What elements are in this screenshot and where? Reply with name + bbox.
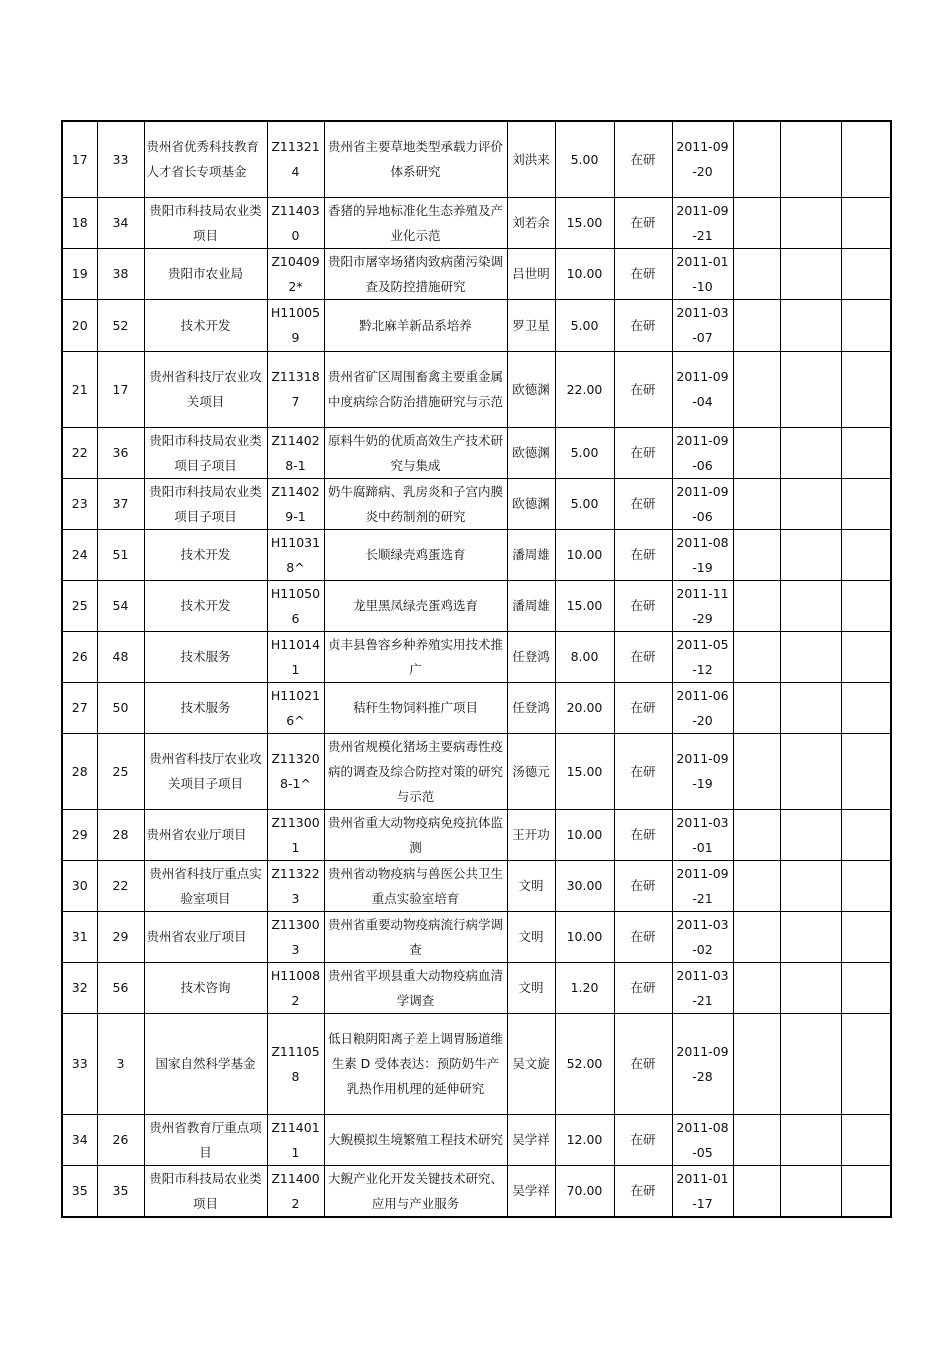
- amount-cell: 15.00: [555, 580, 614, 631]
- status-cell: 在研: [614, 631, 672, 682]
- person-cell: 欧德渊: [507, 427, 555, 478]
- title-cell: 贵州省重要动物疫病流行病学调查: [324, 911, 507, 962]
- code-cell: H110082: [267, 962, 324, 1013]
- title-cell: 贵州省矿区周围畜禽主要重金属中度病综合防治措施研究与示范: [324, 351, 507, 427]
- seq-cell: 31: [62, 911, 97, 962]
- number-cell: 22: [97, 860, 144, 911]
- table-row: [62, 962, 891, 1013]
- amount-cell: 10.00: [555, 529, 614, 580]
- code-cell: Z113187: [267, 351, 324, 427]
- empty-cell: [841, 809, 891, 860]
- number-cell: 52: [97, 299, 144, 351]
- amount-cell: 52.00: [555, 1013, 614, 1114]
- title-cell: 长顺绿壳鸡蛋选育: [324, 529, 507, 580]
- status-cell: 在研: [614, 197, 672, 248]
- empty-cell: [780, 733, 841, 809]
- title-cell: 原料牛奶的优质高效生产技术研究与集成: [324, 427, 507, 478]
- code-cell: Z113208-1^: [267, 733, 324, 809]
- title-cell: 贞丰县鲁容乡种养殖实用技术推广: [324, 631, 507, 682]
- table-row: [62, 299, 891, 351]
- date-cell: 2011-03-07: [672, 299, 733, 351]
- person-cell: 欧德渊: [507, 478, 555, 529]
- empty-cell: [841, 580, 891, 631]
- code-cell: Z113001: [267, 809, 324, 860]
- date-cell: 2011-09-06: [672, 427, 733, 478]
- empty-cell: [733, 580, 780, 631]
- person-cell: 吴学祥: [507, 1165, 555, 1217]
- person-cell: 潘周雄: [507, 580, 555, 631]
- person-cell: 刘若余: [507, 197, 555, 248]
- status-cell: 在研: [614, 529, 672, 580]
- empty-cell: [780, 197, 841, 248]
- title-cell: 奶牛腐蹄病、乳房炎和子宫内膜炎中药制剂的研究: [324, 478, 507, 529]
- person-cell: 文明: [507, 962, 555, 1013]
- seq-cell: 27: [62, 682, 97, 733]
- date-cell: 2011-09-20: [672, 121, 733, 197]
- project-table: [61, 120, 892, 1218]
- status-cell: 在研: [614, 682, 672, 733]
- date-cell: 2011-09-19: [672, 733, 733, 809]
- number-cell: 54: [97, 580, 144, 631]
- number-cell: 28: [97, 809, 144, 860]
- title-cell: 黔北麻羊新品系培养: [324, 299, 507, 351]
- source-cell: 技术服务: [144, 631, 267, 682]
- date-cell: 2011-11-29: [672, 580, 733, 631]
- empty-cell: [780, 478, 841, 529]
- title-cell: 秸秆生物饲料推广项目: [324, 682, 507, 733]
- empty-cell: [841, 529, 891, 580]
- person-cell: 吕世明: [507, 248, 555, 299]
- seq-cell: 35: [62, 1165, 97, 1217]
- amount-cell: 1.20: [555, 962, 614, 1013]
- person-cell: 罗卫星: [507, 299, 555, 351]
- empty-cell: [780, 1114, 841, 1165]
- empty-cell: [780, 299, 841, 351]
- code-cell: Z114028-1: [267, 427, 324, 478]
- source-cell: 贵阳市农业局: [144, 248, 267, 299]
- empty-cell: [841, 1114, 891, 1165]
- empty-cell: [780, 529, 841, 580]
- code-cell: H110318^: [267, 529, 324, 580]
- code-cell: H110216^: [267, 682, 324, 733]
- table-row: [62, 197, 891, 248]
- status-cell: 在研: [614, 478, 672, 529]
- empty-cell: [733, 809, 780, 860]
- table-row: [62, 248, 891, 299]
- table-row: [62, 1013, 891, 1114]
- source-cell: 贵州省科技厅农业攻关项目: [144, 351, 267, 427]
- date-cell: 2011-09-28: [672, 1013, 733, 1114]
- empty-cell: [733, 121, 780, 197]
- date-cell: 2011-03-02: [672, 911, 733, 962]
- status-cell: 在研: [614, 962, 672, 1013]
- seq-cell: 19: [62, 248, 97, 299]
- title-cell: 大鲵模拟生境繁殖工程技术研究: [324, 1114, 507, 1165]
- empty-cell: [733, 197, 780, 248]
- empty-cell: [780, 580, 841, 631]
- person-cell: 吴学祥: [507, 1114, 555, 1165]
- amount-cell: 15.00: [555, 733, 614, 809]
- empty-cell: [733, 962, 780, 1013]
- source-cell: 贵阳市科技局农业类项目: [144, 1165, 267, 1217]
- number-cell: 56: [97, 962, 144, 1013]
- person-cell: 文明: [507, 860, 555, 911]
- status-cell: 在研: [614, 911, 672, 962]
- empty-cell: [733, 299, 780, 351]
- seq-cell: 21: [62, 351, 97, 427]
- table-row: [62, 860, 891, 911]
- person-cell: 汤德元: [507, 733, 555, 809]
- seq-cell: 17: [62, 121, 97, 197]
- code-cell: H110506: [267, 580, 324, 631]
- seq-cell: 32: [62, 962, 97, 1013]
- date-cell: 2011-05-12: [672, 631, 733, 682]
- code-cell: H110059: [267, 299, 324, 351]
- date-cell: 2011-09-21: [672, 197, 733, 248]
- empty-cell: [733, 733, 780, 809]
- empty-cell: [780, 631, 841, 682]
- person-cell: 王开功: [507, 809, 555, 860]
- date-cell: 2011-01-10: [672, 248, 733, 299]
- empty-cell: [841, 351, 891, 427]
- number-cell: 37: [97, 478, 144, 529]
- title-cell: 贵州省平坝县重大动物疫病血清学调查: [324, 962, 507, 1013]
- empty-cell: [733, 351, 780, 427]
- amount-cell: 5.00: [555, 478, 614, 529]
- empty-cell: [841, 121, 891, 197]
- source-cell: 国家自然科学基金: [144, 1013, 267, 1114]
- status-cell: 在研: [614, 733, 672, 809]
- empty-cell: [780, 1165, 841, 1217]
- person-cell: 任登鸿: [507, 682, 555, 733]
- empty-cell: [841, 1165, 891, 1217]
- source-cell: 技术开发: [144, 529, 267, 580]
- number-cell: 51: [97, 529, 144, 580]
- number-cell: 3: [97, 1013, 144, 1114]
- date-cell: 2011-06-20: [672, 682, 733, 733]
- empty-cell: [841, 1013, 891, 1114]
- seq-cell: 23: [62, 478, 97, 529]
- seq-cell: 24: [62, 529, 97, 580]
- seq-cell: 29: [62, 809, 97, 860]
- person-cell: 刘洪来: [507, 121, 555, 197]
- status-cell: 在研: [614, 1013, 672, 1114]
- seq-cell: 20: [62, 299, 97, 351]
- seq-cell: 30: [62, 860, 97, 911]
- status-cell: 在研: [614, 351, 672, 427]
- empty-cell: [780, 248, 841, 299]
- date-cell: 2011-09-04: [672, 351, 733, 427]
- empty-cell: [780, 1013, 841, 1114]
- number-cell: 33: [97, 121, 144, 197]
- amount-cell: 12.00: [555, 1114, 614, 1165]
- empty-cell: [841, 631, 891, 682]
- amount-cell: 15.00: [555, 197, 614, 248]
- status-cell: 在研: [614, 427, 672, 478]
- number-cell: 36: [97, 427, 144, 478]
- status-cell: 在研: [614, 121, 672, 197]
- seq-cell: 22: [62, 427, 97, 478]
- code-cell: Z114030: [267, 197, 324, 248]
- source-cell: 贵州省农业厅项目: [144, 809, 267, 860]
- empty-cell: [733, 1013, 780, 1114]
- amount-cell: 70.00: [555, 1165, 614, 1217]
- table-row: [62, 1114, 891, 1165]
- date-cell: 2011-09-06: [672, 478, 733, 529]
- empty-cell: [841, 427, 891, 478]
- person-cell: 文明: [507, 911, 555, 962]
- status-cell: 在研: [614, 1114, 672, 1165]
- date-cell: 2011-03-01: [672, 809, 733, 860]
- title-cell: 低日粮阴阳离子差上调胃肠道维生素 D 受体表达：预防奶牛产乳热作用机理的延伸研究: [324, 1013, 507, 1114]
- empty-cell: [841, 860, 891, 911]
- amount-cell: 5.00: [555, 299, 614, 351]
- source-cell: 贵州省科技厅重点实验室项目: [144, 860, 267, 911]
- source-cell: 技术咨询: [144, 962, 267, 1013]
- seq-cell: 18: [62, 197, 97, 248]
- code-cell: Z114029-1: [267, 478, 324, 529]
- status-cell: 在研: [614, 809, 672, 860]
- code-cell: Z114002: [267, 1165, 324, 1217]
- empty-cell: [841, 911, 891, 962]
- amount-cell: 30.00: [555, 860, 614, 911]
- number-cell: 34: [97, 197, 144, 248]
- source-cell: 贵阳市科技局农业类项目子项目: [144, 478, 267, 529]
- seq-cell: 25: [62, 580, 97, 631]
- number-cell: 25: [97, 733, 144, 809]
- amount-cell: 10.00: [555, 248, 614, 299]
- person-cell: 潘周雄: [507, 529, 555, 580]
- empty-cell: [780, 427, 841, 478]
- table-row: [62, 580, 891, 631]
- title-cell: 大鲵产业化开发关键技术研究、应用与产业服务: [324, 1165, 507, 1217]
- number-cell: 35: [97, 1165, 144, 1217]
- empty-cell: [733, 1165, 780, 1217]
- title-cell: 香猪的异地标准化生态养殖及产业化示范: [324, 197, 507, 248]
- empty-cell: [780, 682, 841, 733]
- code-cell: Z114011: [267, 1114, 324, 1165]
- title-cell: 贵州省规模化猪场主要病毒性疫病的调查及综合防控对策的研究与示范: [324, 733, 507, 809]
- number-cell: 48: [97, 631, 144, 682]
- table-row: [62, 1165, 891, 1217]
- person-cell: 任登鸿: [507, 631, 555, 682]
- seq-cell: 28: [62, 733, 97, 809]
- source-cell: 贵阳市科技局农业类项目: [144, 197, 267, 248]
- source-cell: 技术开发: [144, 580, 267, 631]
- source-cell: 贵阳市科技局农业类项目子项目: [144, 427, 267, 478]
- empty-cell: [841, 478, 891, 529]
- date-cell: 2011-03-21: [672, 962, 733, 1013]
- number-cell: 50: [97, 682, 144, 733]
- empty-cell: [780, 351, 841, 427]
- number-cell: 29: [97, 911, 144, 962]
- date-cell: 2011-09-21: [672, 860, 733, 911]
- amount-cell: 5.00: [555, 427, 614, 478]
- amount-cell: 22.00: [555, 351, 614, 427]
- source-cell: 技术服务: [144, 682, 267, 733]
- empty-cell: [780, 962, 841, 1013]
- table-row: [62, 351, 891, 427]
- title-cell: 贵州省重大动物疫病免疫抗体监测: [324, 809, 507, 860]
- seq-cell: 34: [62, 1114, 97, 1165]
- table-row: [62, 631, 891, 682]
- number-cell: 26: [97, 1114, 144, 1165]
- person-cell: 吴文旋: [507, 1013, 555, 1114]
- amount-cell: 5.00: [555, 121, 614, 197]
- empty-cell: [733, 248, 780, 299]
- empty-cell: [733, 631, 780, 682]
- empty-cell: [733, 911, 780, 962]
- title-cell: 贵阳市屠宰场猪肉致病菌污染调查及防控措施研究: [324, 248, 507, 299]
- table-row: [62, 911, 891, 962]
- status-cell: 在研: [614, 580, 672, 631]
- status-cell: 在研: [614, 860, 672, 911]
- empty-cell: [841, 248, 891, 299]
- table-row: [62, 478, 891, 529]
- empty-cell: [841, 299, 891, 351]
- title-cell: 龙里黑凤绿壳蛋鸡选育: [324, 580, 507, 631]
- empty-cell: [841, 733, 891, 809]
- amount-cell: 20.00: [555, 682, 614, 733]
- code-cell: Z111058: [267, 1013, 324, 1114]
- amount-cell: 10.00: [555, 911, 614, 962]
- status-cell: 在研: [614, 299, 672, 351]
- empty-cell: [780, 809, 841, 860]
- date-cell: 2011-08-05: [672, 1114, 733, 1165]
- code-cell: Z113003: [267, 911, 324, 962]
- empty-cell: [733, 1114, 780, 1165]
- table-row: [62, 809, 891, 860]
- code-cell: H110141: [267, 631, 324, 682]
- table-row: [62, 121, 891, 197]
- person-cell: 欧德渊: [507, 351, 555, 427]
- empty-cell: [733, 529, 780, 580]
- empty-cell: [780, 121, 841, 197]
- empty-cell: [841, 197, 891, 248]
- table-row: [62, 682, 891, 733]
- date-cell: 2011-01-17: [672, 1165, 733, 1217]
- table-row: [62, 427, 891, 478]
- source-cell: 贵州省科技厅农业攻关项目子项目: [144, 733, 267, 809]
- empty-cell: [780, 860, 841, 911]
- table-row: [62, 733, 891, 809]
- source-cell: 贵州省农业厅项目: [144, 911, 267, 962]
- seq-cell: 33: [62, 1013, 97, 1114]
- amount-cell: 10.00: [555, 809, 614, 860]
- title-cell: 贵州省主要草地类型承载力评价体系研究: [324, 121, 507, 197]
- source-cell: 技术开发: [144, 299, 267, 351]
- code-cell: Z113214: [267, 121, 324, 197]
- empty-cell: [733, 860, 780, 911]
- source-cell: 贵州省优秀科技教育人才省长专项基金: [144, 121, 267, 197]
- amount-cell: 8.00: [555, 631, 614, 682]
- empty-cell: [733, 682, 780, 733]
- number-cell: 17: [97, 351, 144, 427]
- empty-cell: [733, 478, 780, 529]
- status-cell: 在研: [614, 248, 672, 299]
- code-cell: Z113223: [267, 860, 324, 911]
- empty-cell: [841, 962, 891, 1013]
- status-cell: 在研: [614, 1165, 672, 1217]
- code-cell: Z104092*: [267, 248, 324, 299]
- table-row: [62, 529, 891, 580]
- empty-cell: [733, 427, 780, 478]
- title-cell: 贵州省动物疫病与兽医公共卫生重点实验室培育: [324, 860, 507, 911]
- seq-cell: 26: [62, 631, 97, 682]
- date-cell: 2011-08-19: [672, 529, 733, 580]
- empty-cell: [780, 911, 841, 962]
- source-cell: 贵州省教育厅重点项目: [144, 1114, 267, 1165]
- empty-cell: [841, 682, 891, 733]
- number-cell: 38: [97, 248, 144, 299]
